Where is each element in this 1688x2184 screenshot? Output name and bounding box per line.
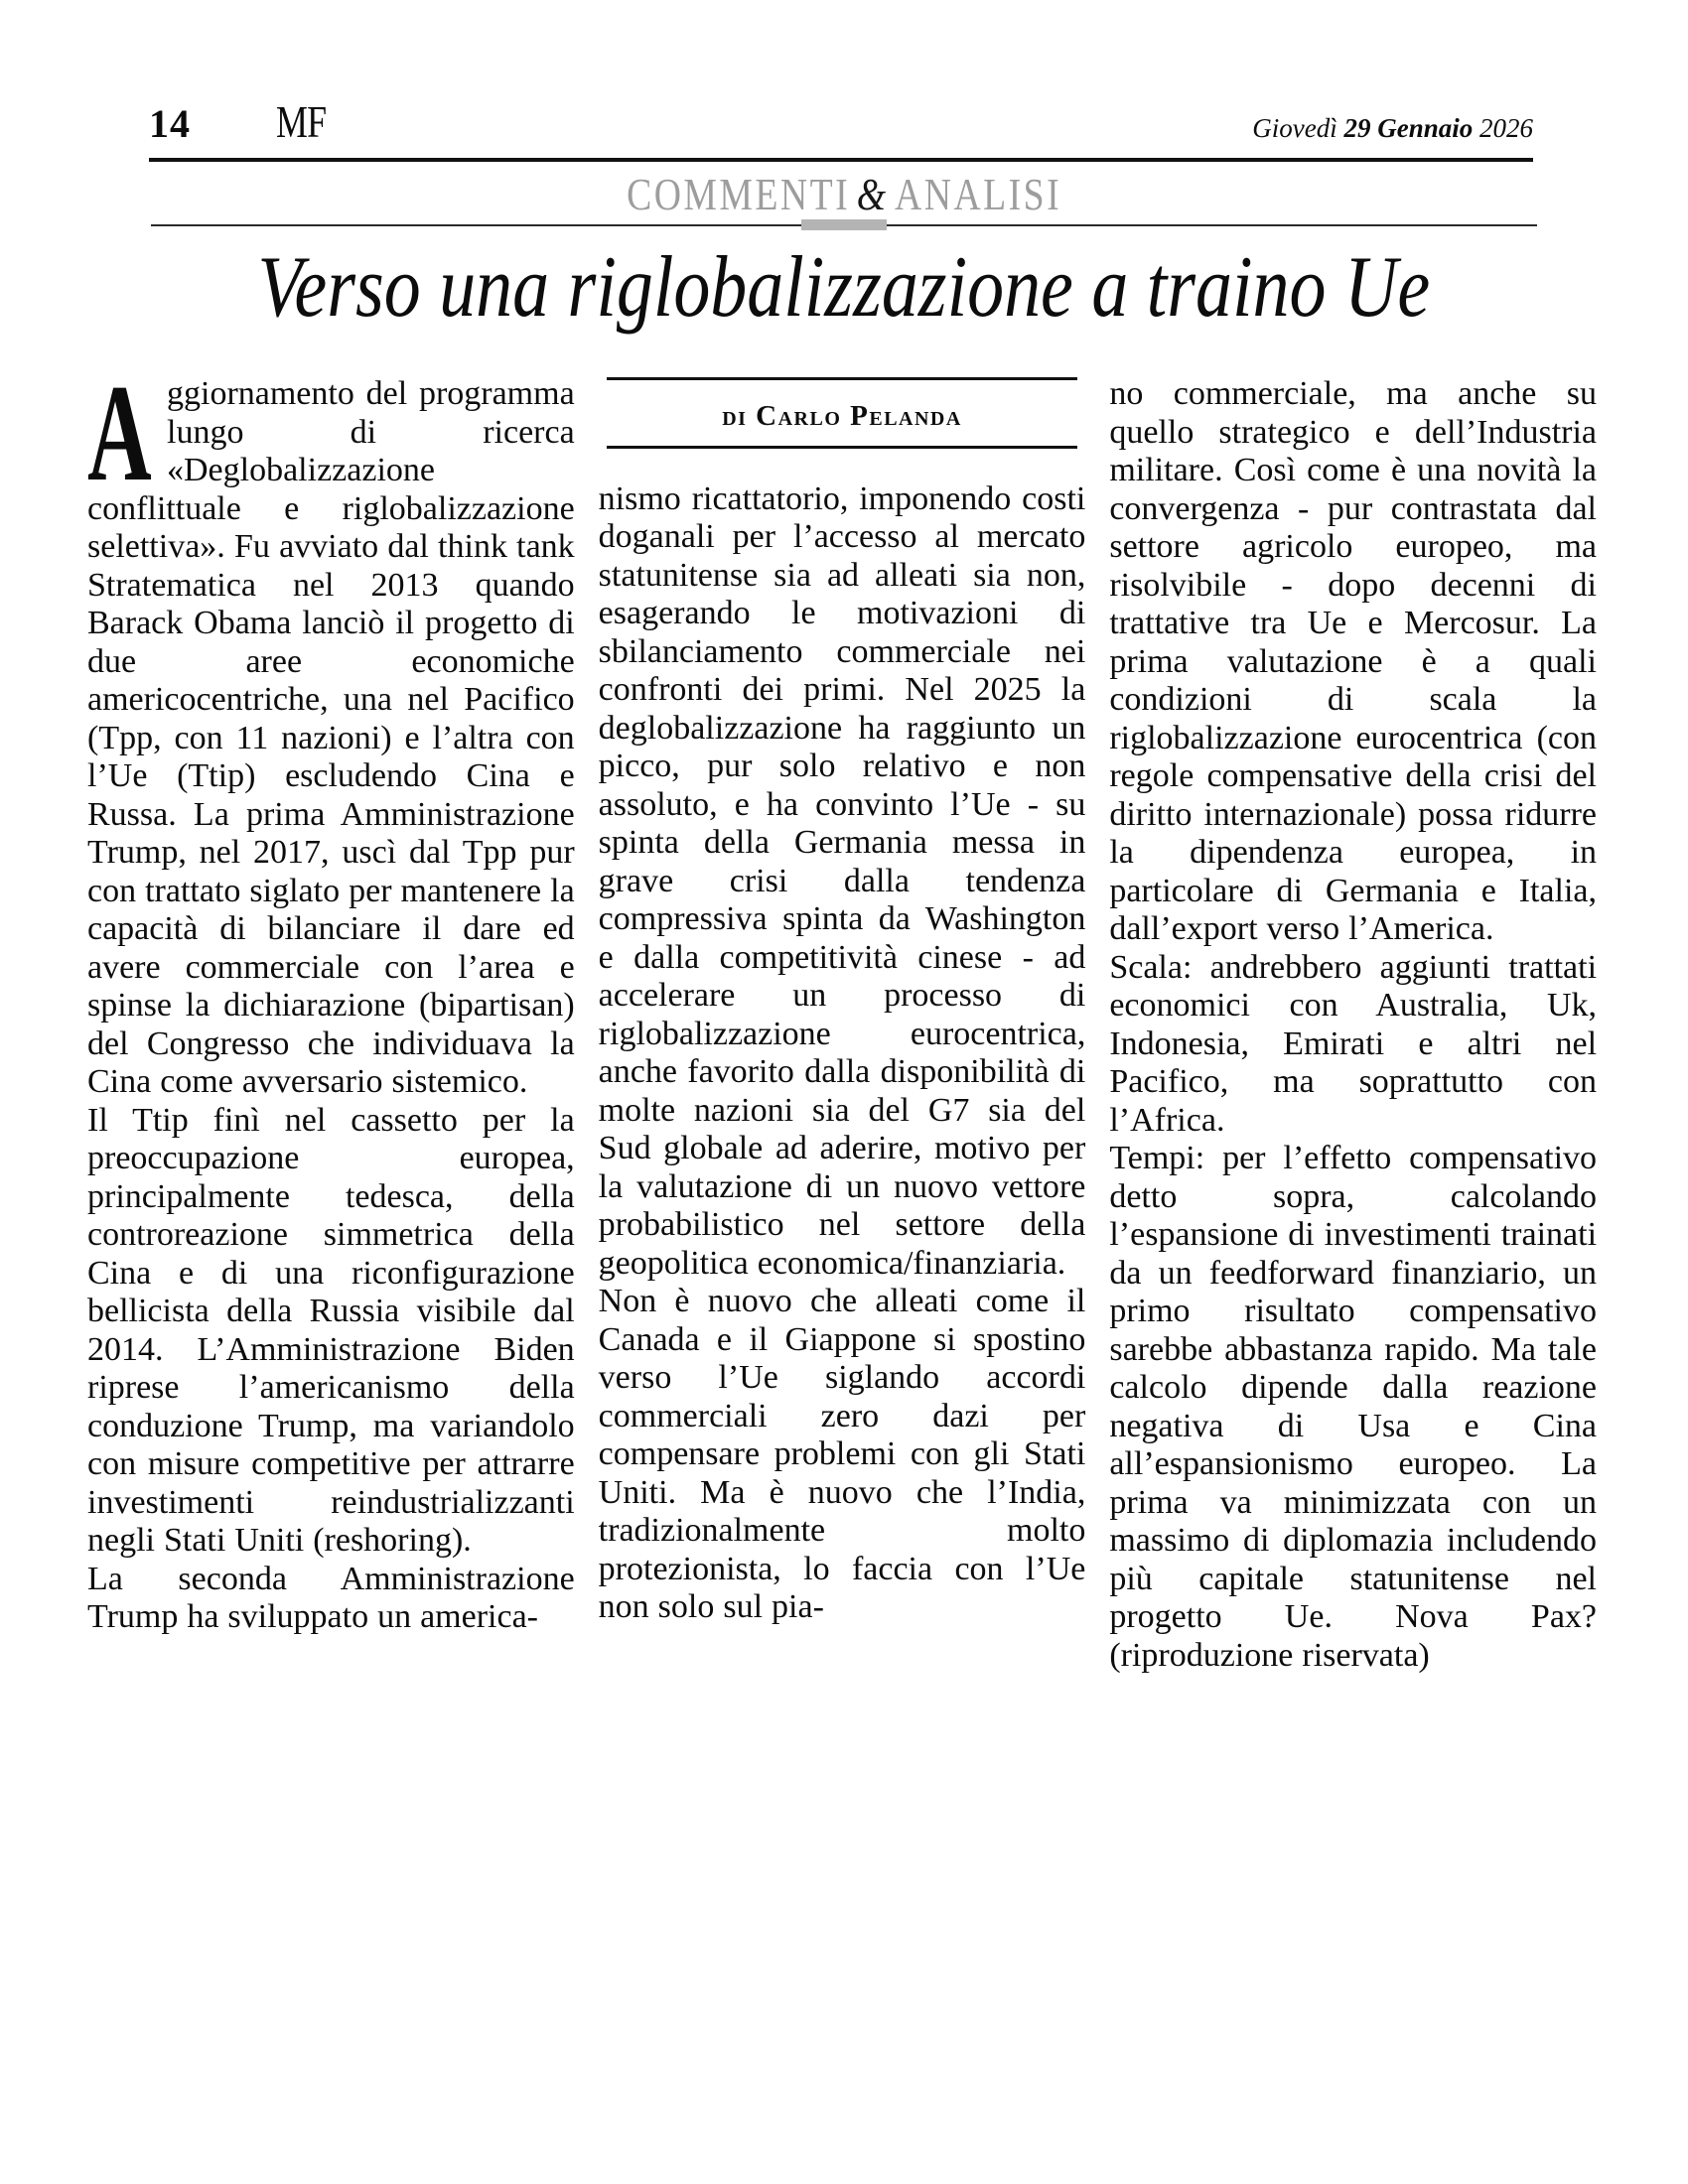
edition-date-year: 2026: [1479, 113, 1533, 143]
mf-logo: MF: [276, 96, 327, 147]
body-paragraph: La seconda Amministrazione Trump ha sviluppato un america-: [87, 1560, 575, 1636]
column-1: [87, 356, 575, 1675]
masthead: [149, 95, 1533, 162]
body-paragraph: Non è nuovo che alleati come il Canada e il Giappone si spostino verso l’Ue siglando accordi commerciali zero dazi per compensare problemi con gli Stati Uniti. Ma è nuovo che l’India, tradizionalmente molto protezionista, lo faccia con l’Ue non solo sul pia-: [598, 1283, 1086, 1626]
body-paragraph: Il Ttip finì nel cassetto per la preoccupazione europea, principalmente tedesca, della controreazione simmetrica della Cina e di una riconfigurazione bellicista della Russia visibile dal 2014. L’Amministrazione Biden riprese l’americanismo della conduzione Trump, ma variandolo con misure competitive per attrarre investimenti reindustrializzanti negli Stati Uniti (reshoring).: [87, 1101, 575, 1560]
paragraph-text: ggiornamento del programma lungo di ricerca «Deglobalizzazione conflittuale e riglobalizzazione selettiva». Fu avviato dal think tank Stratematica nel 2013 quando Barack Obama lanciò il progetto di due aree economiche americocentriche, una nel Pacifico (Tpp, con 11 nazioni) e l’altra con l’Ue (Ttip) escludendo Cina e Russa. La prima Amministrazione Trump, nel 2017, uscì dal Tpp pur con trattato siglato per mantenere la capacità di bilanciare il dare ed avere commerciale con l’area e spinse la dichiarazione (bipartisan) del Congresso che individuava la Cina come avversario sistemico.: [87, 375, 575, 1101]
body-paragraph: no commerciale, ma anche su quello strategico e dell’Industria militare. Così come è una novità la convergenza - pur contrastata dal settore agricolo europeo, ma risolvibile - dopo decenni di trattative tra Ue e Mercosur. La prima valutazione è a quali condizioni di scala la riglobalizzazione eurocentrica (con regole compensative della crisi del diritto internazionale) possa ridurre la dipendenza europea, in particolare di Germania e Italia, dall’export verso l’America.: [1109, 375, 1598, 948]
edition-date: [1252, 113, 1533, 144]
byline: [607, 377, 1078, 449]
body-paragraph: [87, 356, 575, 1102]
page-number: 14: [149, 101, 191, 146]
section-header: [0, 169, 1688, 219]
section-ampersand: &: [856, 169, 889, 219]
edition-date-day-month: 29 Gennaio: [1343, 113, 1474, 143]
masthead-row: [149, 95, 1533, 148]
section-title: [626, 169, 1062, 219]
divider-accent-box: [801, 219, 887, 230]
body-paragraph: nismo ricattatorio, imponendo costi doganali per l’accesso al mercato statunitense sia ad alleati sia non, esagerando le motivazioni di sbilanciamento commerciale nei confronti dei primi. Nel 2025 la deglobalizzazione ha raggiunto un picco, pur solo relativo e non assoluto, e ha convinto l’Ue - su spinta della Germania messa in grave crisi dalla tendenza compressiva spinta da Washington e dalla competitività cinese - ad accelerare un processo di riglobalizzazione eurocentrica, anche favorito dalla disponibilità di molte nazioni sia del G7 sia del Sud globale ad aderire, motivo per la valutazione di un nuovo vettore probabilistico nel settore della geopolitica economica/finanziaria.: [598, 479, 1086, 1282]
edition-date-weekday: Giovedì: [1252, 113, 1337, 143]
body-paragraph: Tempi: per l’effetto compensativo detto sopra, calcolando l’espansione di investimenti trainati da un feedforward finanziario, un primo risultato compensativo sarebbe abbastanza rapido. Ma tale calcolo dipende dalla reazione negativa di Usa e Cina all’espansionismo europeo. La prima va minimizzata con un massimo di diplomazia includendo più capitale statunitense nel progetto Ue. Nova Pax? (riproduzione riservata): [1109, 1140, 1598, 1674]
byline-author: di Carlo Pelanda: [722, 400, 962, 433]
column-3: [1109, 375, 1597, 1675]
section-title-right: ANALISI: [894, 169, 1062, 219]
body-paragraph: Scala: andrebbero aggiunti trattati economici con Australia, Uk, Indonesia, Emirati e altri nel Pacifico, ma soprattutto con l’Africa.: [1109, 948, 1598, 1139]
headline-text: Verso una riglobalizzazione a traino Ue: [257, 239, 1431, 336]
column-2: [599, 375, 1086, 1675]
article-body: [87, 356, 1598, 1675]
section-title-left: COMMENTI: [626, 169, 851, 219]
drop-cap: A: [87, 356, 152, 511]
headline: [0, 239, 1688, 336]
section-divider: [151, 224, 1537, 226]
